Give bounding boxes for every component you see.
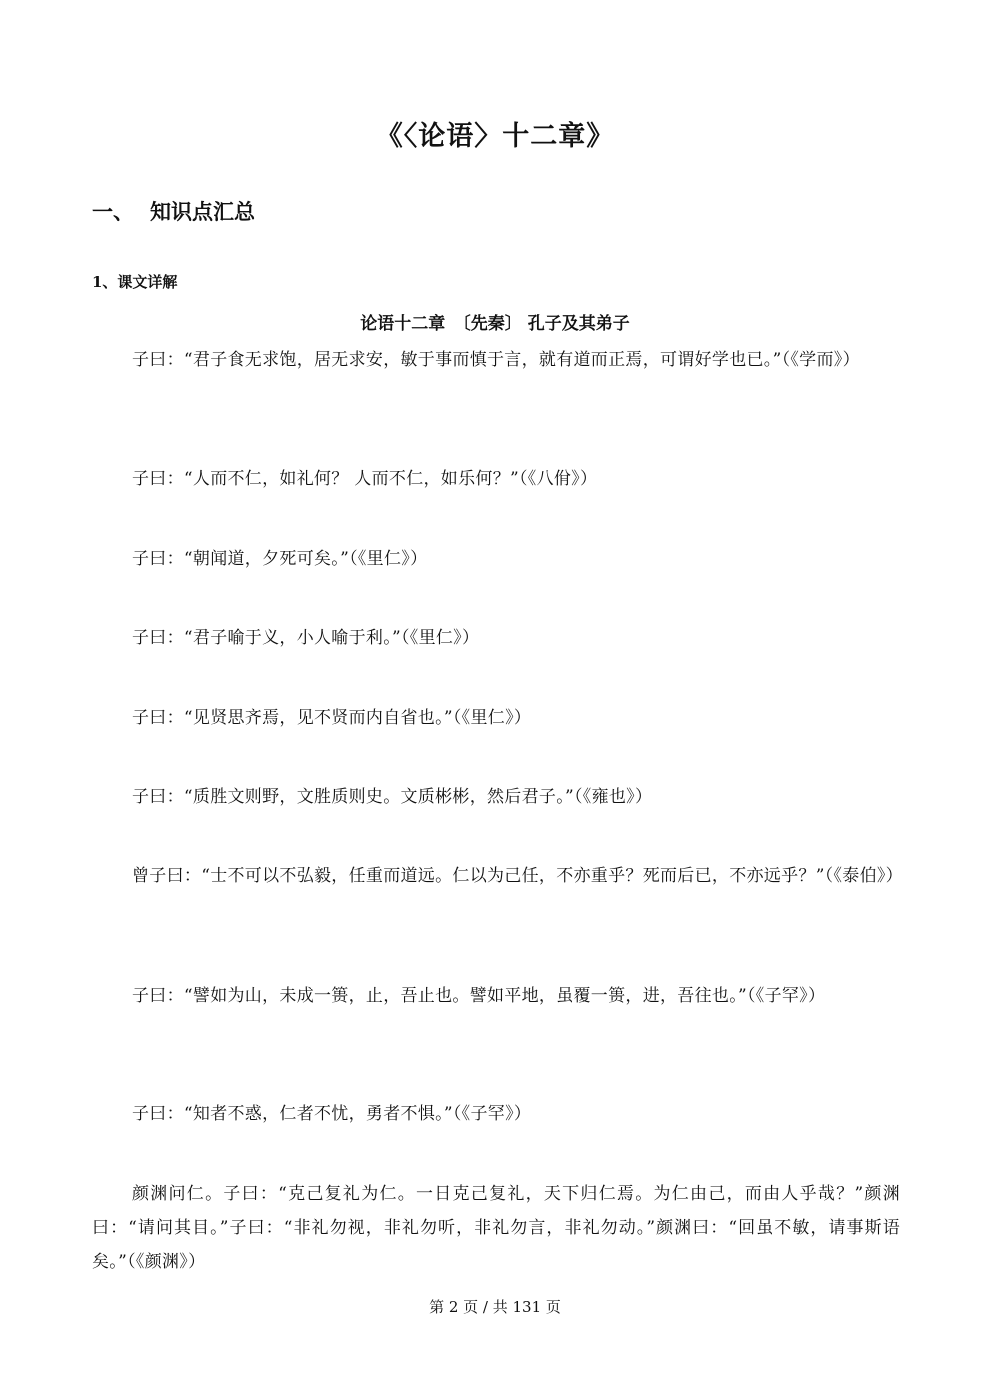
paragraph-li-ren-1: 子曰：“朝闻道，夕死可矣。”（《里仁》） [132,549,428,569]
paragraph-xue-er: 子曰：“君子食无求饱，居无求安，敏于事而慎于言，就有道而正焉，可谓好学也已。”（《学而》） [132,350,860,370]
section-title: 知识点汇总 [150,200,255,224]
document-title: 《〈论语〉十二章》 [375,121,615,152]
paragraph-yan-yuan: 颜渊问仁。子曰：“克己复礼为仁。一日克己复礼，天下归仁焉。为仁由己，而由人乎哉？”颜渊曰：“请问其目。”子曰：“非礼勿视，非礼勿听，非礼勿言，非礼勿动。”颜渊曰：“回虽不敏，请事斯语矣。”（《颜渊》） [92,1184,900,1272]
paragraph-zi-han-1: 子曰：“譬如为山，未成一篑，止，吾止也。譬如平地，虽覆一篑，进，吾往也。”（《子罕》） [132,986,826,1006]
paragraph-zi-han-2: 子曰：“知者不惑，仁者不忧，勇者不惧。”（《子罕》） [132,1104,532,1124]
section-number: 一、 [92,200,134,224]
paragraph-tai-bo: 曾子曰：“士不可以不弘毅，任重而道远。仁以为己任，不亦重乎？死而后已，不亦远乎？”（《泰伯》） [132,866,903,886]
paragraph-ba-yi: 子曰：“人而不仁，如礼何？ 人而不仁，如乐何？”（《八佾》） [132,469,598,489]
paragraph-li-ren-2: 子曰：“君子喻于义，小人喻于利。”（《里仁》） [132,628,480,648]
subheading: 1、课文详解 [92,273,178,291]
section-heading [92,196,255,226]
paragraph-li-ren-3: 子曰：“见贤思齐焉，见不贤而内自省也。”（《里仁》） [132,708,532,728]
poem-title: 论语十二章 〔先秦〕 孔子及其弟子 [360,314,630,334]
page-footer: 第 2 页 / 共 131 页 [429,1298,561,1316]
paragraph-yong-ye: 子曰：“质胜文则野，文胜质则史。文质彬彬，然后君子。”（《雍也》） [132,787,653,807]
